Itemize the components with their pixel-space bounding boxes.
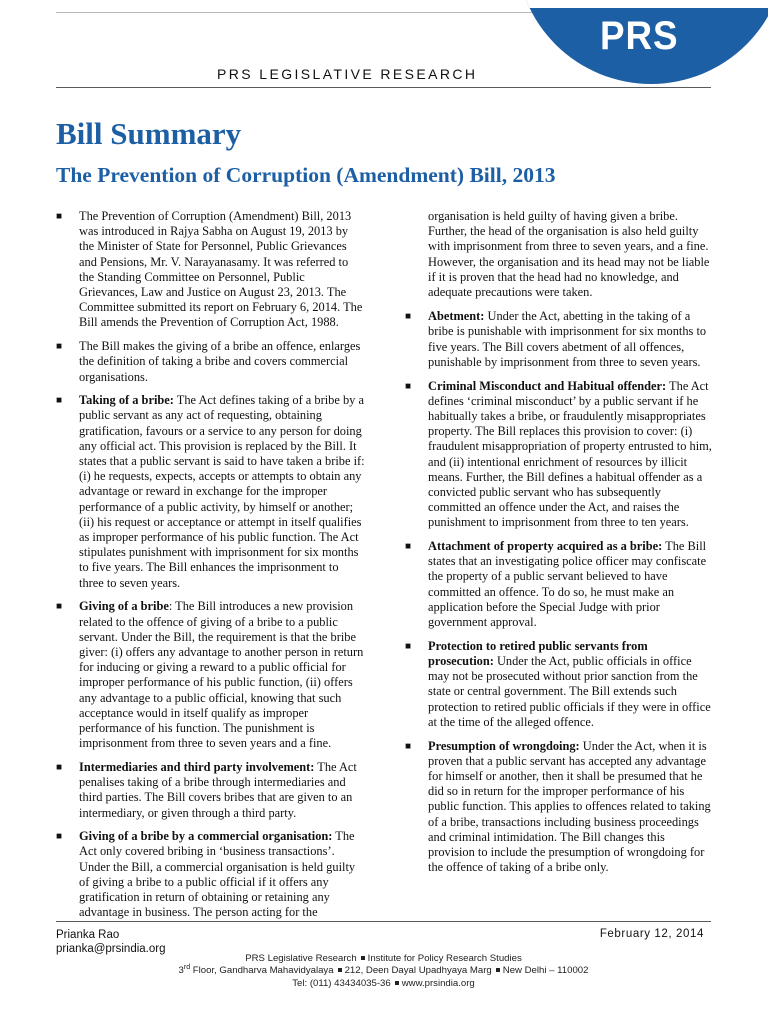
- bullet-icon: ■: [56, 761, 63, 773]
- addr-part-c: New Delhi – 110002: [502, 965, 589, 977]
- bullet-item: [405, 639, 713, 730]
- bullet-icon: ■: [405, 640, 412, 652]
- bullet-item: [56, 209, 366, 331]
- bullet-text: Under the Act, public officials in office may not be prosecuted without prior sanction from the state or central government. The Bill extends such protection to retired public officials if they were in office at the time of the alleged offence.: [428, 653, 711, 729]
- addr-floor-sup: rd: [183, 964, 191, 972]
- bullet-item: [56, 760, 366, 821]
- bullet-icon: ■: [405, 740, 412, 752]
- header-bottom-rule: [56, 87, 711, 88]
- bullet-text: Under the Act, abetting in the taking of a bribe is punishable with imprisonment for six months to five years. The Bill covers abetment of all offences, punishable by imprisonment from three to seven years.: [428, 309, 707, 369]
- bullet-text: The Bill states that an investigating police officer may confiscate the property of a public servant believed to have committed an offence. To do so, he must make an application before the Special Judge with prior government approval.: [428, 539, 707, 630]
- footer-tel: Tel: (011) 43434035-36: [292, 977, 391, 989]
- bullet-lead: Giving of a bribe: [79, 599, 169, 614]
- bullet-lead: Criminal Misconduct and Habitual offender:: [428, 378, 667, 393]
- bullet-icon: ■: [405, 541, 412, 553]
- separator-icon: [496, 968, 500, 972]
- footer-contact: [56, 953, 711, 990]
- bullet-lead: Presumption of wrongdoing:: [428, 738, 580, 753]
- bullet-icon: ■: [405, 380, 412, 392]
- footer-date: February 12, 2014: [599, 928, 704, 940]
- page-subtitle: The Prevention of Corruption (Amendment) Bill, 2013: [56, 163, 556, 187]
- bullet-text: The Prevention of Corruption (Amendment) Bill, 2013 was introduced in Rajya Sabha on August 19, 2013 by the Minister of State for Personnel, Public Grievances and Pensions, Mr. V. Narayanasamy. It was referred to the Standing Committee on Personnel, Public Grievances, Law and Justice on August 23, 2013. The Committee submitted its report on February 6, 2014. The Bill amends the Prevention of Corruption Act, 1988.: [79, 209, 363, 330]
- bullet-text: : The Bill introduces a new provision related to the offence of giving of a bribe to a public servant. Under the Bill, the requirement is that the bribe giver: (i) offers any advantage to another person in return for inducing or giving a reward to a public official for improper performance of his public function, (ii) offers any advantage to a public official, knowing that such acceptance would in itself qualify as improper performance of his function. The punishment is imprisonment from three to seven years and a fine.: [79, 599, 364, 751]
- bullet-icon: ■: [56, 341, 63, 353]
- addr-part-a: Floor, Gandharva Mahavidyalaya: [190, 965, 334, 977]
- left-column: [56, 209, 366, 929]
- org-line-a: PRS Legislative Research: [245, 953, 357, 964]
- bullet-lead: Attachment of property acquired as a bribe:: [428, 539, 663, 554]
- bullet-lead: Taking of a bribe:: [79, 393, 174, 408]
- separator-icon: [395, 981, 399, 985]
- author-name: Prianka Rao: [56, 929, 120, 941]
- addr-floor-num: 3: [178, 965, 184, 977]
- bullet-item: [56, 393, 366, 591]
- footer-author: [56, 928, 165, 956]
- org-name: PRS LEGISLATIVE RESEARCH: [217, 66, 478, 82]
- bullet-item: [405, 309, 713, 370]
- footer-rule: [56, 921, 711, 922]
- footer-org-line: [56, 953, 711, 965]
- bullet-text: The Act only covered bribing in ‘business transactions’. Under the Bill, a commercial organisation is held guilty of giving a bribe to a public official if it offers any gratification in return of obtaining or retaining any advantage in business. The person acting for the: [79, 829, 356, 920]
- logo-band: [516, 0, 768, 8]
- continued-paragraph: organisation is held guilty of having given a bribe. Further, the head of the organisation is also held guilty with imprisonment from three to seven years, and a fine. However, the organisation and its head may not be liable if it is proven that the head had no knowledge, and adequate precautions were taken.: [428, 209, 710, 300]
- addr-part-b: 212, Deen Dayal Upadhyaya Marg: [344, 965, 492, 977]
- separator-icon: [338, 968, 342, 972]
- bullet-item: [405, 379, 713, 531]
- bullet-text: The Act penalises taking of a bribe through intermediaries and third parties. The Bill covers bribes that are given to an intermediary, or given through a third party.: [79, 759, 357, 820]
- bullet-icon: ■: [405, 311, 412, 323]
- bullet-text: Under the Act, when it is proven that a public servant has accepted any advantage for himself or another, then it shall be presumed that he did so in return for the improper performance of his public function. This applies to offences related to taking of a bribe, transactions including business proceedings and criminal intimidation. The Bill changes this provision to include the presumption of wrongdoing for the offence of taking of a bribe only.: [428, 738, 711, 875]
- page-title: Bill Summary: [56, 116, 242, 151]
- bullet-item: [56, 339, 366, 385]
- bullet-icon: ■: [56, 831, 63, 843]
- footer-tel-line: [56, 978, 711, 990]
- bullet-lead: Giving of a bribe by a commercial organisation:: [79, 829, 333, 844]
- bullet-lead: Intermediaries and third party involvement:: [79, 759, 315, 774]
- bullet-lead: Protection to retired public servants from prosecution:: [428, 638, 648, 668]
- separator-icon: [361, 956, 365, 960]
- bullet-item: [56, 599, 366, 751]
- bullet-icon: ■: [56, 211, 63, 222]
- author-email[interactable]: prianka@prsindia.org: [56, 943, 166, 955]
- footer-address-line: [56, 965, 711, 977]
- prs-logo: PRS: [600, 14, 679, 58]
- bullet-icon: ■: [56, 601, 63, 613]
- org-line-b: Institute for Policy Research Studies: [367, 953, 522, 964]
- bullet-item: [405, 739, 713, 876]
- bullet-item: [405, 539, 713, 630]
- bullet-text: The Bill makes the giving of a bribe an offence, enlarges the definition of taking a bribe and covers commercial organisations.: [79, 339, 361, 384]
- bullet-text: The Act defines taking of a bribe by a public servant as any act of requesting, obtaining gratification, favours or a service to any person for doing any official act. This provision is replaced by the Bill. It states that a public servant is said to have taken a bribe if: (i) he requests, expects, accepts or attempts to obtain any advantage or reward in exchange for the improper performance of a public activity, by himself or another;(ii) his request or acceptance or attempt in itself qualifies as improper performance of his public function. The Act stipulates punishment with imprisonment for six months to five years. The Bill enhances the imprisonment to three to seven years.: [79, 393, 365, 590]
- right-column: [405, 209, 713, 884]
- footer-website[interactable]: www.prsindia.org: [401, 977, 475, 989]
- bullet-lead: Abetment:: [428, 309, 485, 324]
- bullet-icon: ■: [56, 395, 63, 407]
- bullet-item: [56, 829, 366, 920]
- bullet-text: The Act defines ‘criminal misconduct’ by a public servant if he habitually takes a bribe, or fraudulently misappropriates property. The Bill replaces this provision to cover: (i) fraudulent misappropriation of property entrusted to him, and (ii) intentional enrichment of resources by illicit means. Further, the Bill defines a habitual offender as a convicted public servant who has subsequently committed an offence under the Act, and raises the punishment to imprisonment from three to ten years.: [428, 378, 712, 530]
